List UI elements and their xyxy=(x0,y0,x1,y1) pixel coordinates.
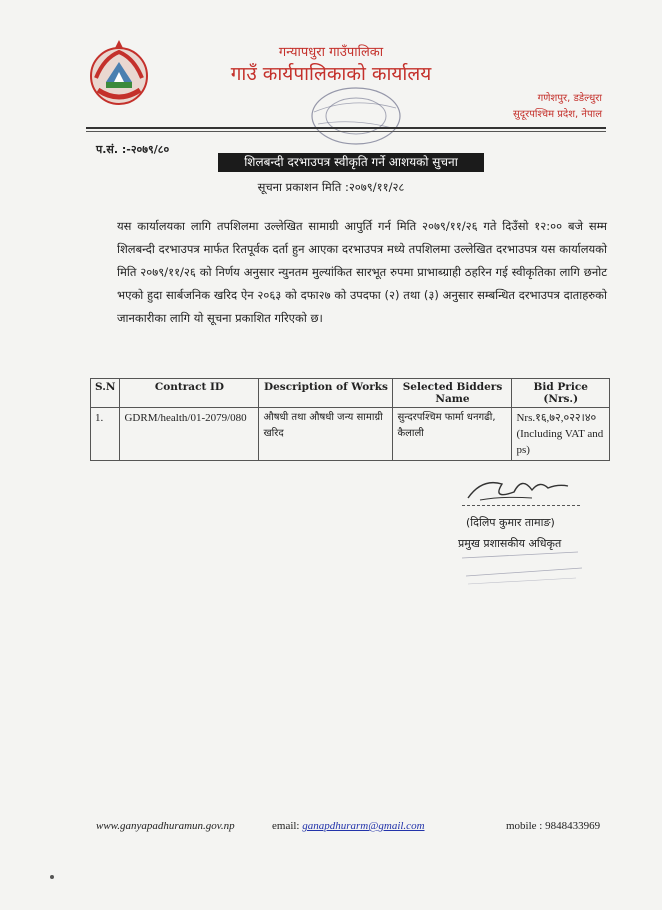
footer-mobile: mobile : 9848433969 xyxy=(506,820,601,832)
scan-speck-icon xyxy=(48,874,56,880)
bids-table xyxy=(90,378,610,461)
notice-title: शिलबन्दी दरभाउपत्र स्वीकृति गर्ने आशयको सुचना xyxy=(218,153,484,172)
email-label: email: xyxy=(272,820,300,832)
publication-date: सूचना प्रकाशन मिति :२०७९/११/२८ xyxy=(257,180,405,194)
cell-bidder: सुन्दरपश्चिम फार्मा धनगढी, कैलाली xyxy=(393,408,512,461)
col-header-sn: S.N xyxy=(91,379,120,408)
org-name-line2: गाउँ कार्यपालिकाको कार्यालय xyxy=(230,63,432,85)
col-header-bidder: Selected Bidders Name xyxy=(393,379,512,408)
table-header-row xyxy=(91,379,610,408)
cell-contract-id: GDRM/health/01-2079/080 xyxy=(120,408,259,461)
header-rule-thick xyxy=(86,127,606,129)
col-header-contract-id: Contract ID xyxy=(120,379,259,408)
bid-price-note: (Including VAT and ps) xyxy=(516,428,604,456)
footer-email xyxy=(272,820,425,832)
cell-bid-price xyxy=(512,408,610,461)
cell-description: औषधी तथा औषधी जन्य सामाग्री खरिद xyxy=(259,408,393,461)
reference-number: प.सं. :-२०७९/८० xyxy=(96,143,170,156)
org-name-line1: गन्यापधुरा गाउँपालिका xyxy=(278,45,384,60)
table-row xyxy=(91,408,610,461)
bid-price-value: Nrs.१६,७२,०२२।४० xyxy=(516,412,597,424)
signatory-stamp-icon xyxy=(458,540,588,590)
notice-body: यस कार्यालयका लागि तपशिलमा उल्लेखित सामाग्री आपुर्ति गर्न मिति २०७९/११/२६ गते दिउँसो १२:०० बजे सम्म शिलबन्दी दरभाउपत्र मार्फत रितपूर्वक दर्ता हुन आएका दरभाउपत्र मध्ये तपशिलमा उल्लेखित दरभाउपत्र यस कार्यालयको मिति २०७९/११/२६ को निर्णय अनुसार न्युनतम मुल्यांकित सारभूत रुपमा प्राभाब्ग्राही ठहरिन गई स्वीकृतिका लागि छनोट भएको हुदा सार्बजनिक खरिद ऐन २०६३ को दफा२७ को उपदफा (२) तथा (३) अनुसार सम्बन्धित दरभाउपत्र दाताहरुको जानकारीका लागि यो सूचना प्रकाशित गरिएको छ। xyxy=(117,219,607,325)
col-header-description: Description of Works xyxy=(259,379,393,408)
footer-website: www.ganyapadhuramun.gov.np xyxy=(96,820,235,832)
signatory-name: (दिलिप कुमार तामाङ) xyxy=(466,516,555,529)
signatory-title: प्रमुख प्रशासकीय अधिकृत xyxy=(458,537,562,550)
address-line1: गणेशपुर, डडेल्धुरा xyxy=(537,93,602,104)
address-line2: सुदूरपश्चिम प्रदेश, नेपाल xyxy=(513,109,602,120)
signature-line xyxy=(462,505,580,506)
handwritten-signature-icon xyxy=(462,470,572,506)
header-rule-thin xyxy=(86,131,606,132)
cell-sn: 1. xyxy=(91,408,120,461)
col-header-bid-price: Bid Price (Nrs.) xyxy=(512,379,610,408)
email-link[interactable]: ganapdhurarm@gmail.com xyxy=(302,820,425,832)
office-seal-stamp-icon xyxy=(292,78,412,148)
